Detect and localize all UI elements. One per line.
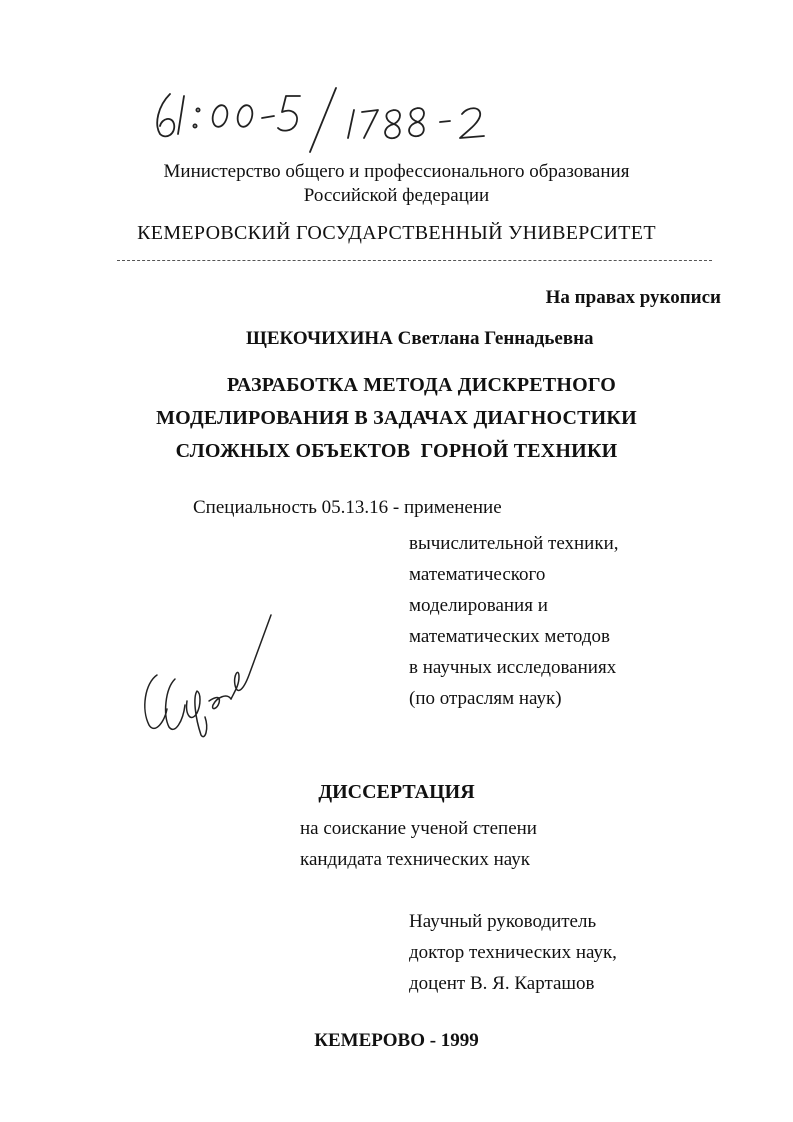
ministry-line-1: Министерство общего и профессионального образования	[163, 161, 630, 182]
city-year: КЕМЕРОВО - 1999	[314, 1030, 479, 1051]
scientific-advisor	[409, 906, 617, 999]
advisor-line-2: доктор технических наук,	[409, 942, 617, 963]
document-type: ДИССЕРТАЦИЯ	[318, 781, 475, 803]
specialty-line-2: вычислительной техники,	[409, 533, 619, 554]
specialty-line-1: Специальность 05.13.16 - применение	[193, 497, 502, 518]
header-divider	[117, 260, 712, 261]
rights-note: На правах рукописи	[545, 287, 721, 308]
title-line-3: СЛОЖНЫХ ОБЪЕКТОВ ГОРНОЙ ТЕХНИКИ	[175, 440, 618, 462]
specialty-line-6: в научных исследованиях	[409, 657, 617, 678]
title-line-1: РАЗРАБОТКА МЕТОДА ДИСКРЕТНОГО	[226, 374, 617, 396]
degree-line-1: на соискание ученой степени	[300, 818, 537, 839]
specialty-line-4: моделирования и	[409, 595, 548, 616]
university-name: КЕМЕРОВСКИЙ ГОСУДАРСТВЕННЫЙ УНИВЕРСИТЕТ	[137, 222, 656, 244]
specialty-details	[409, 528, 618, 714]
ministry-heading	[0, 160, 793, 208]
specialty-line-5: математических методов	[409, 626, 611, 647]
advisor-line-1: Научный руководитель	[409, 911, 597, 932]
specialty-line-7: (по отраслям наук)	[409, 688, 562, 709]
advisor-line-3: доцент В. Я. Карташов	[409, 973, 595, 994]
author-surname: ЩЕКОЧИХИНА	[246, 328, 393, 349]
specialty-line-3: математического	[409, 564, 546, 585]
author-name	[246, 328, 594, 350]
degree-info	[300, 813, 537, 875]
dissertation-title	[0, 369, 793, 468]
archive-code-text: 61:00-5/1788-2	[150, 84, 157, 85]
handwritten-signature	[135, 605, 285, 740]
author-given-names: Светлана Геннадьевна	[397, 328, 594, 349]
handwritten-archive-code	[150, 84, 510, 154]
ministry-line-2: Российской федерации	[303, 185, 490, 206]
title-line-2: МОДЕЛИРОВАНИЯ В ЗАДАЧАХ ДИАГНОСТИКИ	[156, 407, 637, 429]
degree-line-2: кандидата технических наук	[300, 849, 530, 870]
